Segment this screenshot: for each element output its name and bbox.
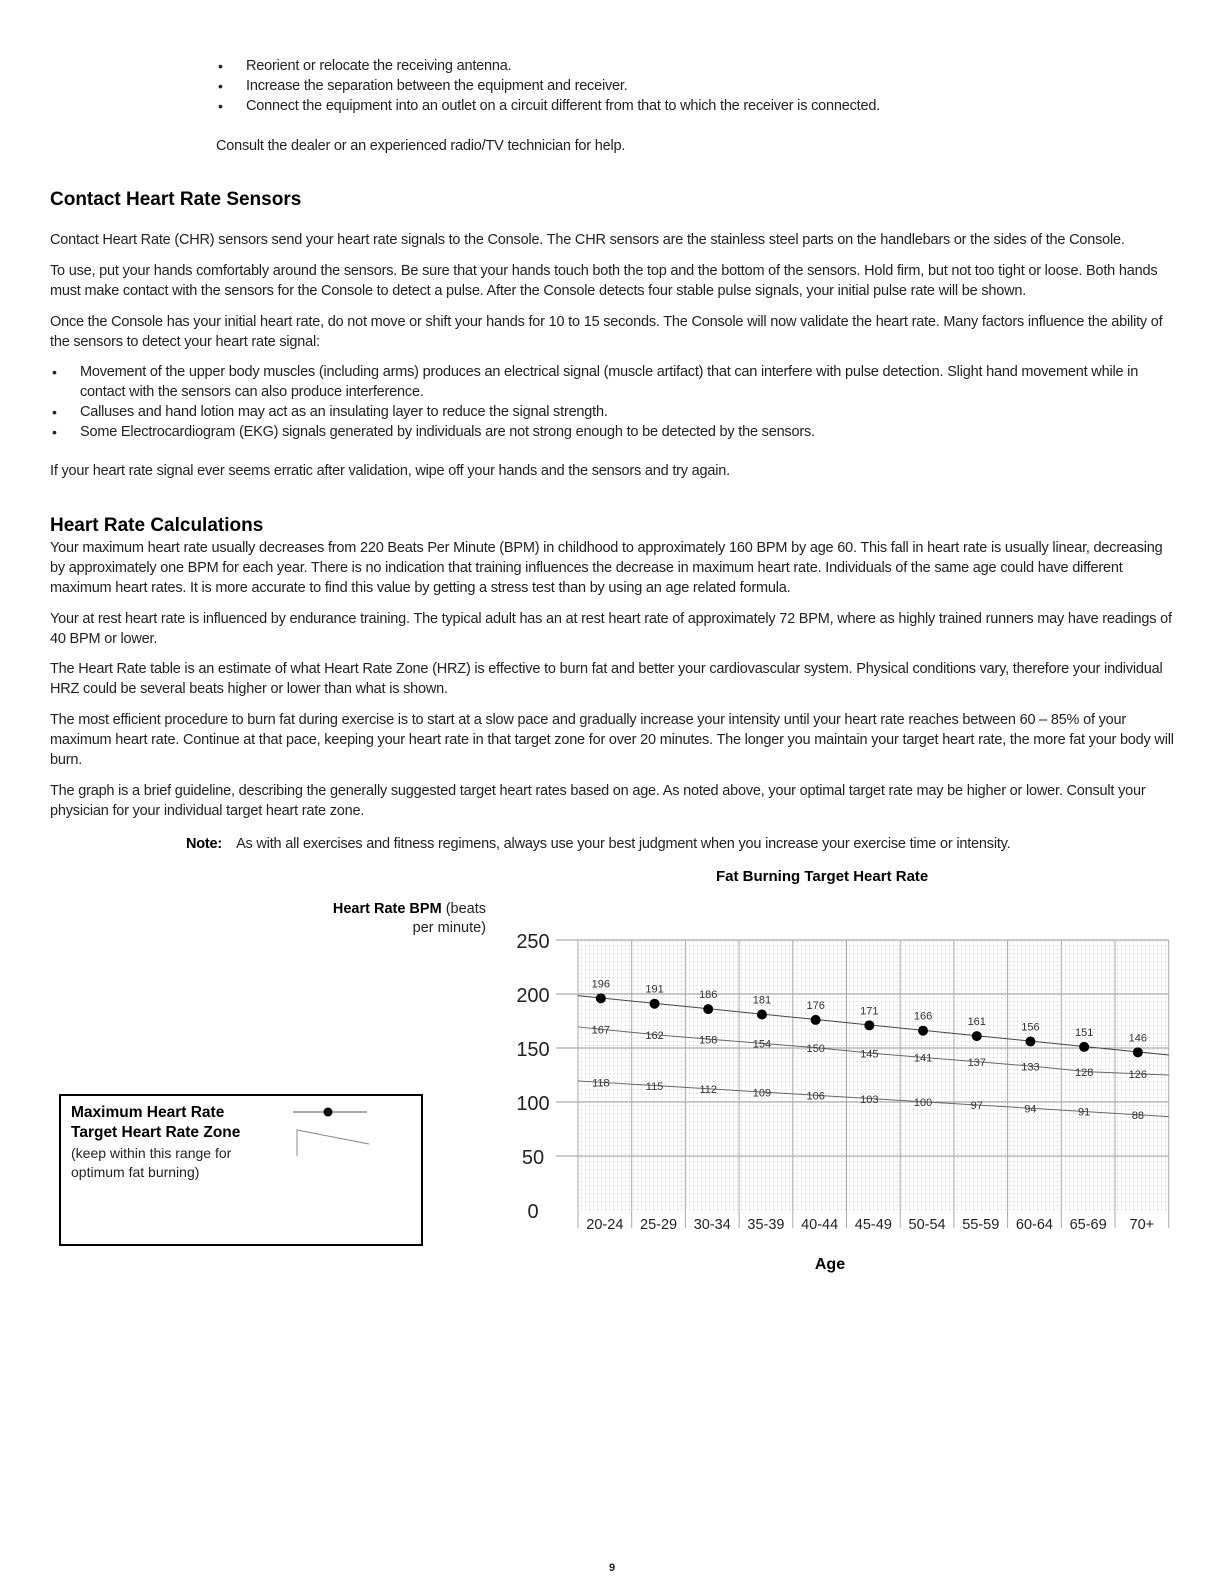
- zone-lower-label: 91: [1078, 1106, 1091, 1119]
- max-hr-point: [1025, 1037, 1035, 1047]
- x-tick-label: 30-34: [693, 1217, 731, 1233]
- max-hr-point: [757, 1010, 767, 1020]
- list-item: • Increase the separation between the equipment and receiver.: [216, 76, 1116, 96]
- x-axis-label: Age: [814, 1256, 846, 1273]
- chart-title: Fat Burning Target Heart Rate: [716, 868, 929, 885]
- zone-lower-label: 94: [1024, 1103, 1037, 1116]
- y-tick-label: 250: [516, 931, 550, 953]
- list-item: • Some Electrocardiogram (EKG) signals generated by individuals are not strong enough to be detected by the sensors.: [50, 422, 1180, 442]
- zone-upper-label: 141: [913, 1052, 933, 1065]
- zone-lower-label: 118: [592, 1077, 610, 1090]
- chr-heading: Contact Heart Rate Sensors: [50, 189, 302, 210]
- max-hr-point: [650, 999, 660, 1009]
- max-hr-point: [918, 1026, 928, 1036]
- x-tick-label: 40-44: [801, 1217, 839, 1233]
- zone-lower-label: 115: [645, 1080, 664, 1093]
- zone-upper-label: 154: [752, 1038, 772, 1051]
- legend-zone-line: [297, 1130, 369, 1156]
- consult-text: Consult the dealer or an experienced radio/TV technician for help.: [216, 138, 626, 154]
- zone-lower-label: 88: [1131, 1109, 1144, 1122]
- y-tick-label: 50: [521, 1147, 545, 1169]
- max-hr-label: 196: [591, 978, 611, 991]
- hrc-heading: Heart Rate Calculations: [50, 515, 264, 536]
- list-item: • Movement of the upper body muscles (including arms) produces an electrical signal (muscle artifact) that can interfere with pulse detection. Slight hand movement while in contact with the sensors can also produce interference.: [50, 362, 1180, 402]
- zone-lower-label: 109: [752, 1087, 772, 1100]
- max-hr-point: [972, 1031, 982, 1041]
- max-hr-label: 186: [699, 989, 718, 1002]
- legend-max-dot: [324, 1108, 333, 1117]
- hrc-paragraph-4: The most efficient procedure to burn fat during exercise is to start at a slow pace and gradually increase your intensity until your heart rate reaches between 60 – 85% of your maximum heart rate. Continue at that pace, keeping your heart rate in that target zone for over 20 minutes. The longer you maintain your target heart rate, the more fat your body will burn.: [50, 712, 1174, 768]
- chr-paragraph-3: Once the Console has your initial heart rate, do not move or shift your hands for 10 to 15 seconds. The Console will now validate the heart rate. Many factors influence the ability of the sensors to detect your heart rate signal:: [50, 314, 1163, 350]
- max-hr-point: [703, 1004, 713, 1014]
- zone-upper-label: 158: [699, 1034, 718, 1047]
- zone-upper-label: 167: [591, 1024, 611, 1037]
- zone-upper-label: 128: [1074, 1066, 1094, 1079]
- max-hr-point: [811, 1015, 821, 1025]
- zone-lower-label: 103: [860, 1093, 879, 1106]
- max-hr-label: 171: [860, 1005, 879, 1018]
- y-tick-label: 0: [527, 1201, 539, 1223]
- max-hr-label: 181: [752, 994, 772, 1007]
- legend-zone-note: (keep within this range for optimum fat burning): [71, 1145, 232, 1180]
- x-tick-label: 25-29: [640, 1217, 678, 1233]
- y-axis-label-bold: Heart Rate BPM: [332, 901, 442, 917]
- chr-paragraph-1: Contact Heart Rate (CHR) sensors send your heart rate signals to the Console. The CHR sensors are the stainless steel parts on the handlebars or the sides of the Console.: [50, 232, 1125, 248]
- y-tick-label: 150: [516, 1039, 550, 1061]
- x-tick-label: 50-54: [908, 1217, 946, 1233]
- zone-lower-label: 106: [806, 1090, 825, 1103]
- zone-upper-label: 133: [1021, 1061, 1040, 1074]
- max-hr-label: 156: [1021, 1021, 1040, 1034]
- page-number: 9: [608, 1562, 616, 1574]
- max-hr-label: 146: [1128, 1032, 1148, 1045]
- max-hr-label: 151: [1074, 1026, 1094, 1039]
- y-tick-label: 200: [516, 985, 550, 1007]
- x-tick-label: 55-59: [962, 1217, 1000, 1233]
- x-tick-label: 70+: [1129, 1217, 1155, 1233]
- x-tick-label: 35-39: [747, 1217, 785, 1233]
- y-tick-label: 100: [516, 1093, 550, 1115]
- zone-lower-label: 100: [913, 1097, 933, 1109]
- chr-paragraph-4: If your heart rate signal ever seems erratic after validation, wipe off your hands and the sensors and try again.: [50, 463, 730, 479]
- x-tick-label: 65-69: [1069, 1217, 1107, 1233]
- zone-upper-label: 137: [967, 1057, 986, 1070]
- hrc-paragraph-3: The Heart Rate table is an estimate of what Heart Rate Zone (HRZ) is effective to burn fat and better your cardiovascular system. Physical conditions vary, therefore your individual HRZ could be several beats higher or lower than what is shown.: [50, 661, 1163, 697]
- legend-max-label: Maximum Heart Rate: [71, 1104, 225, 1121]
- max-hr-point: [1133, 1047, 1143, 1057]
- y-axis-label-unit-2: per minute): [412, 920, 486, 936]
- x-tick-label: 20-24: [586, 1217, 624, 1233]
- note-text: As with all exercises and fitness regimens, always use your best judgment when you increase your exercise time or intensity.: [236, 836, 1011, 852]
- note-label: Note:: [186, 836, 223, 852]
- list-item: • Reorient or relocate the receiving antenna.: [216, 56, 1116, 76]
- max-hr-point: [596, 993, 606, 1003]
- hrc-paragraph-1: Your maximum heart rate usually decreases from 220 Beats Per Minute (BPM) in childhood to approximately 160 BPM by age 60. This fall in heart rate is usually linear, decreasing by approximately one BPM for each year. There is no indication that training influences the decrease in maximum heart rate. Individuals of the same age could have different maximum heart rates. It is more accurate to find this value by getting a stress test than by using an age related formula.: [50, 540, 1163, 596]
- legend-symbols: [287, 1100, 377, 1160]
- chart-legend: [59, 1094, 423, 1246]
- zone-lower-label: 97: [970, 1100, 983, 1113]
- zone-upper-label: 126: [1128, 1068, 1148, 1081]
- zone-upper-label: 162: [645, 1030, 664, 1043]
- max-hr-label: 176: [806, 999, 825, 1012]
- x-tick-label: 60-64: [1015, 1217, 1053, 1233]
- hrc-paragraph-5: The graph is a brief guideline, describing the generally suggested target heart rates based on age. As noted above, your optimal target rate may be higher or lower. Consult your physician for your individual target heart rate zone.: [50, 783, 1146, 819]
- list-item: • Connect the equipment into an outlet on a circuit different from that to which the receiver is connected.: [216, 96, 1116, 116]
- list-item: • Calluses and hand lotion may act as an insulating layer to reduce the signal strength.: [50, 402, 1180, 422]
- hrc-paragraph-2: Your at rest heart rate is influenced by endurance training. The typical adult has an at rest heart rate of approximately 72 BPM, where as highly trained runners may have readings of 40 BPM or lower.: [50, 611, 1172, 647]
- zone-upper-label: 145: [860, 1048, 879, 1061]
- max-hr-point: [1079, 1042, 1089, 1052]
- max-hr-point: [864, 1020, 874, 1030]
- chr-paragraph-2: To use, put your hands comfortably around the sensors. Be sure that your hands touch both the top and the bottom of the sensors. Hold firm, but not too tight or loose. Both hands must make contact with the sensors for the Console to detect a pulse. After the Console detects four stable pulse signals, your initial pulse rate will be shown.: [50, 263, 1158, 299]
- zone-upper-label: 150: [806, 1043, 825, 1055]
- zone-lower-label: 112: [699, 1084, 718, 1097]
- max-hr-label: 191: [645, 983, 664, 996]
- legend-zone-label: Target Heart Rate Zone: [71, 1124, 241, 1141]
- max-hr-label: 166: [913, 1010, 933, 1023]
- y-axis-label-unit: (beats: [445, 901, 486, 917]
- max-hr-label: 161: [967, 1016, 986, 1029]
- x-tick-label: 45-49: [854, 1217, 892, 1233]
